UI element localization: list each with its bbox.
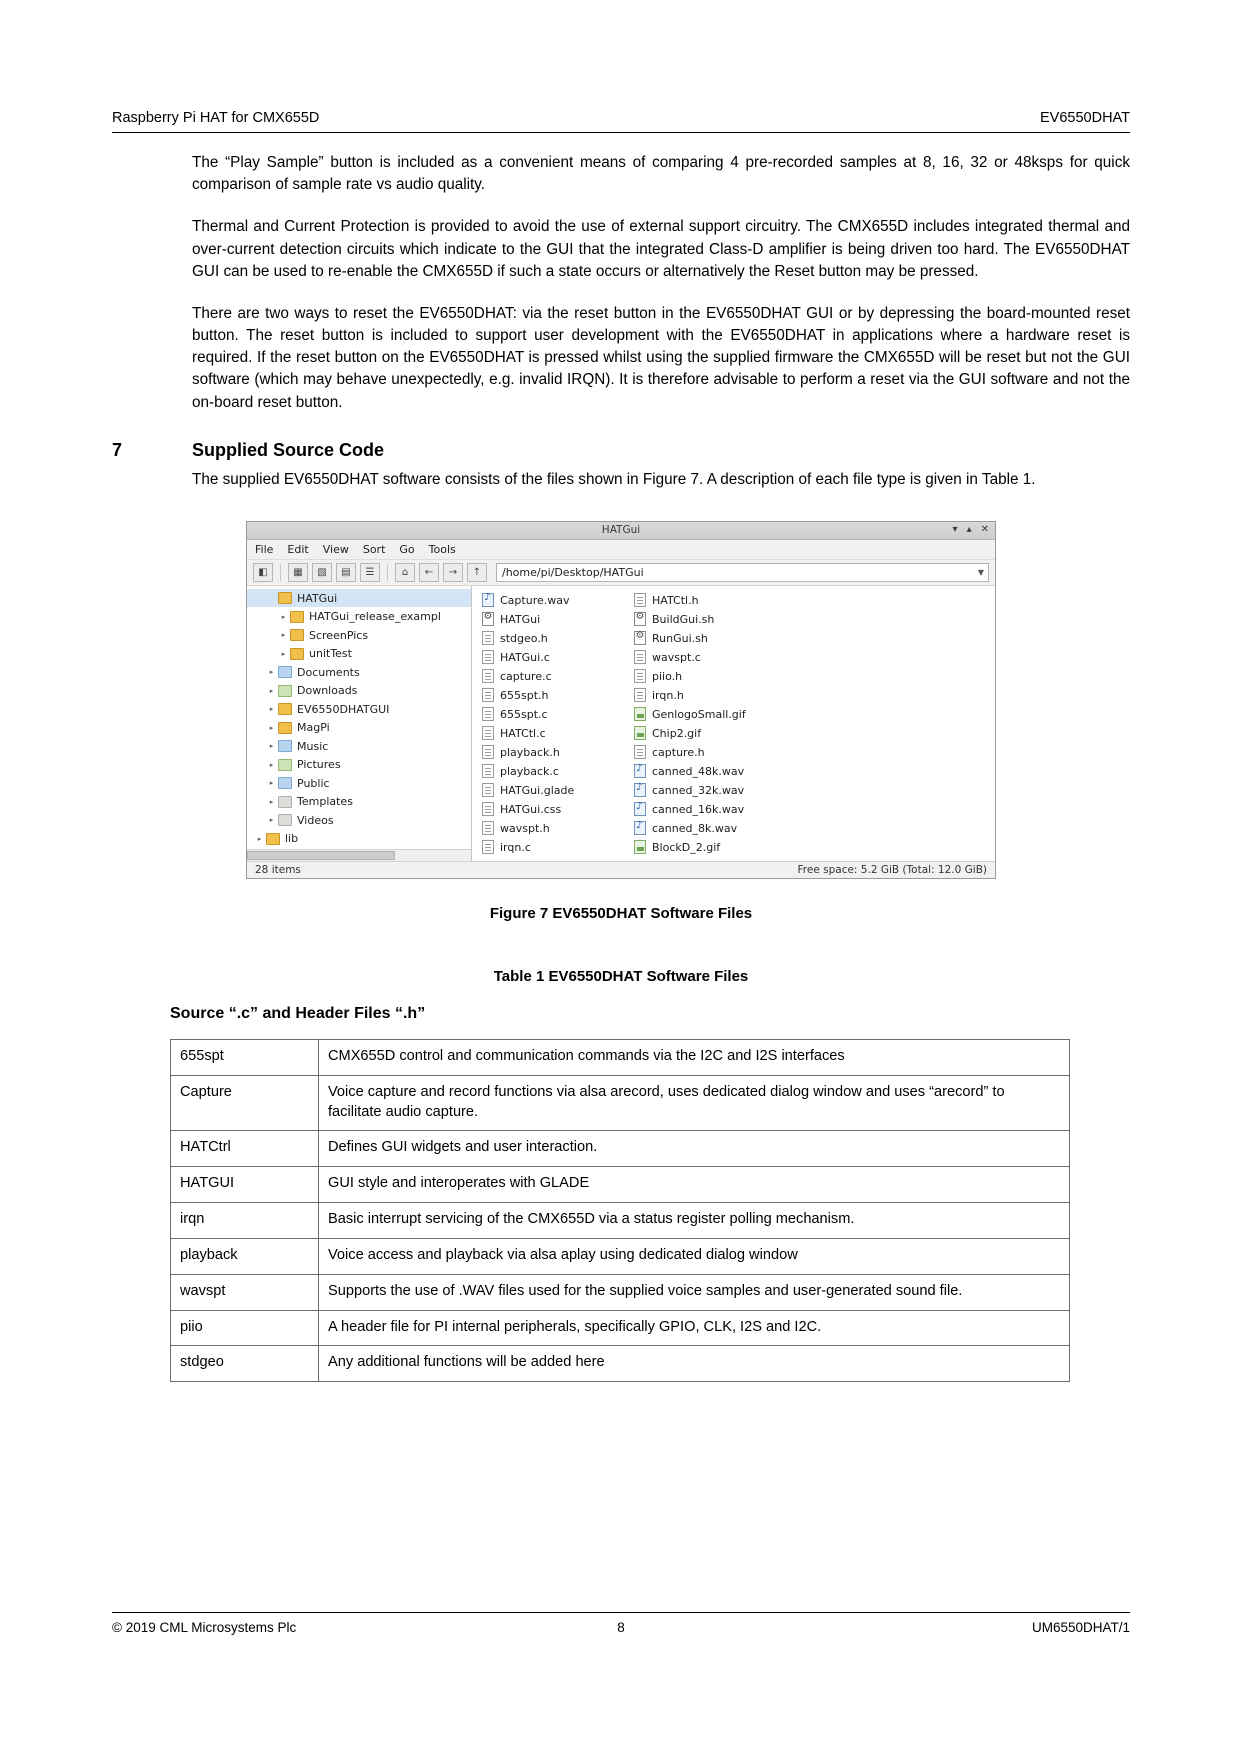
page-header (112, 110, 1130, 133)
file-manager-body (247, 586, 995, 861)
folder-icon (290, 629, 304, 641)
folder-icon (278, 592, 292, 604)
up-icon[interactable]: ↑ (467, 563, 487, 582)
text-file-icon (482, 650, 494, 664)
file-name: HATGui (500, 612, 541, 626)
folder-icon (278, 722, 292, 734)
file-name: GenlogoSmall.gif (652, 707, 746, 721)
music-folder-icon (278, 740, 292, 752)
path-input[interactable] (496, 563, 989, 582)
status-item-count: 28 items (255, 863, 301, 876)
text-file-icon (482, 840, 494, 854)
file-item[interactable] (482, 667, 634, 686)
text-file-icon (482, 764, 494, 778)
pictures-folder-icon (278, 759, 292, 771)
folder-icon (266, 833, 280, 845)
file-item[interactable] (634, 705, 786, 724)
chevron-icon[interactable]: ▸ (281, 649, 286, 658)
text-file-icon (634, 650, 646, 664)
shell-script-icon (634, 631, 646, 645)
file-name: canned_48k.wav (652, 764, 745, 778)
file-item[interactable] (634, 686, 786, 705)
tree-item[interactable] (247, 755, 471, 774)
home-icon[interactable]: ⌂ (395, 563, 415, 582)
text-file-icon (634, 688, 646, 702)
file-name: Capture.wav (500, 593, 570, 607)
table-row (171, 1203, 1070, 1239)
tree-horizontal-scrollbar[interactable] (247, 849, 471, 861)
paragraph-3: There are two ways to reset the EV6550DHAT: via the reset button in the EV6550DHAT GUI or by depressing the board-mounted reset button. The reset button is included to support user development with the EV6550DHAT in applications where a hardware reset is required. If the reset button on the EV6550DHAT is pressed whilst using the supplied firmware the CMX655D will be reset but not the GUI software (which may behave unexpectedly, e.g. invalid IRQN). It is therefore advisable to perform a reset via the GUI software and not the on-board reset button. (192, 304, 1130, 411)
text-file-icon (482, 783, 494, 797)
tree-item-label: Public (297, 776, 330, 790)
file-name: 655spt.h (500, 688, 549, 702)
figure-7 (112, 521, 1130, 879)
file-item[interactable] (634, 648, 786, 667)
executable-file-icon (482, 612, 494, 626)
tree-item-label: Music (297, 739, 329, 753)
table-cell-desc: CMX655D control and communication commands via the I2C and I2S interfaces (319, 1039, 1070, 1075)
file-item[interactable] (634, 838, 786, 857)
header-right-text: EV6550DHAT (1040, 110, 1130, 126)
table-row (171, 1131, 1070, 1167)
tree-item[interactable] (247, 774, 471, 793)
file-manager-window (246, 521, 996, 879)
file-name: HATCtl.h (652, 593, 699, 607)
file-item[interactable] (482, 838, 634, 857)
file-name: HATCtl.c (500, 726, 546, 740)
file-name: 655spt.c (500, 707, 548, 721)
tree-item-label: Documents (297, 665, 360, 679)
table-cell-desc: Supports the use of .WAV files used for the supplied voice samples and user-generated sound file. (319, 1274, 1070, 1310)
minimize-icon[interactable]: ▾ (952, 523, 958, 535)
menu-bar (247, 540, 995, 560)
tree-item-label: Videos (297, 813, 334, 827)
table-cell-key: HATCtrl (171, 1131, 319, 1167)
documents-folder-icon (278, 666, 292, 678)
figure-caption: Figure 7 EV6550DHAT Software Files (489, 904, 753, 922)
table-cell-key: wavspt (171, 1274, 319, 1310)
table-cell-key: playback (171, 1238, 319, 1274)
close-icon[interactable]: ✕ (980, 523, 989, 535)
file-item[interactable] (482, 610, 634, 629)
table-row (171, 1039, 1070, 1075)
text-file-icon (482, 669, 494, 683)
path-text: /home/pi/Desktop/HATGui (502, 565, 644, 579)
file-item[interactable] (634, 819, 786, 838)
image-file-icon (634, 840, 646, 854)
videos-folder-icon (278, 814, 292, 826)
shell-script-icon (634, 612, 646, 626)
image-file-icon (634, 726, 646, 740)
file-name: BlockD_2.gif (652, 840, 721, 854)
page-number: 8 (617, 1620, 625, 1635)
chevron-icon[interactable]: ▸ (257, 834, 262, 843)
chevron-icon[interactable]: ▸ (269, 668, 274, 677)
menu-item-go[interactable]: Go (399, 542, 415, 556)
status-bar (247, 861, 995, 878)
table-cell-desc: GUI style and interoperates with GLADE (319, 1167, 1070, 1203)
file-item[interactable] (634, 724, 786, 743)
text-file-icon (482, 707, 494, 721)
section-intro-paragraph: The supplied EV6550DHAT software consists of the files shown in Figure 7. A description of each file type is given in Table 1. (192, 470, 1036, 488)
file-name: wavspt.c (652, 650, 701, 664)
scrollbar-thumb[interactable] (247, 851, 395, 860)
file-name: HATGui.css (500, 802, 562, 816)
chevron-icon[interactable]: ▸ (269, 779, 274, 788)
file-item[interactable] (482, 591, 634, 610)
file-name: HATGui.c (500, 650, 550, 664)
tree-item[interactable] (247, 626, 471, 645)
chevron-icon[interactable]: ▸ (269, 723, 274, 732)
view-compact-icon[interactable]: ▤ (336, 563, 356, 582)
page-footer (112, 1612, 1130, 1635)
table-row (171, 1346, 1070, 1382)
tree-item[interactable] (247, 811, 471, 830)
maximize-icon[interactable]: ▴ (966, 523, 972, 535)
table-row (171, 1238, 1070, 1274)
table-cell-key: stdgeo (171, 1346, 319, 1382)
audio-file-icon (634, 783, 646, 797)
view-detail-icon[interactable]: ☰ (360, 563, 380, 582)
chevron-icon[interactable]: ▸ (269, 797, 274, 806)
table-cell-desc: Voice capture and record functions via alsa arecord, uses dedicated dialog window and uses “arecord” to facilitate audio capture. (319, 1075, 1070, 1131)
tree-item-label: MagPi (297, 721, 330, 735)
paragraph-2: Thermal and Current Protection is provided to avoid the use of external support circuitry. The CMX655D includes integrated thermal and over-current detection circuits which indicate to the GUI that the integrated Class-D amplifier is being driven too hard. The EV6550DHAT GUI can be used to re-enable the CMX655D if such a state occurs or alternatively the Reset button may be pressed. (192, 218, 1130, 280)
tree-item[interactable] (247, 644, 471, 663)
audio-file-icon (634, 821, 646, 835)
tree-item[interactable] (247, 829, 471, 848)
file-name: BuildGui.sh (652, 612, 715, 626)
table-caption: Table 1 EV6550DHAT Software Files (493, 967, 749, 985)
chevron-icon[interactable]: ▸ (281, 612, 286, 621)
file-name: capture.h (652, 745, 705, 759)
menu-item-edit[interactable]: Edit (287, 542, 309, 556)
tree-item[interactable] (247, 607, 471, 626)
templates-folder-icon (278, 796, 292, 808)
audio-file-icon (634, 802, 646, 816)
menu-item-sort[interactable]: Sort (362, 542, 386, 556)
table-cell-desc: Voice access and playback via alsa aplay using dedicated dialog window (319, 1238, 1070, 1274)
tree-item[interactable] (247, 737, 471, 756)
table-cell-desc: Basic interrupt servicing of the CMX655D via a status register polling mechanism. (319, 1203, 1070, 1239)
software-files-table (170, 1039, 1070, 1382)
table-cell-key: irqn (171, 1203, 319, 1239)
menu-item-view[interactable]: View (322, 542, 349, 556)
table-cell-desc: Defines GUI widgets and user interaction. (319, 1131, 1070, 1167)
text-file-icon (634, 745, 646, 759)
file-item[interactable] (482, 743, 634, 762)
file-item[interactable] (482, 648, 634, 667)
file-name: canned_32k.wav (652, 783, 745, 797)
tree-item[interactable] (247, 663, 471, 682)
table-cell-key: piio (171, 1310, 319, 1346)
text-file-icon (482, 688, 494, 702)
tree-item[interactable] (247, 792, 471, 811)
tree-item[interactable] (247, 681, 471, 700)
file-name: canned_8k.wav (652, 821, 738, 835)
file-name: piio.h (652, 669, 683, 683)
footer-doc-id: UM6550DHAT/1 (1031, 1620, 1130, 1635)
text-file-icon (634, 669, 646, 683)
view-thumbnails-icon[interactable]: ▧ (312, 563, 332, 582)
tree-item[interactable] (247, 589, 471, 608)
file-name: wavspt.h (500, 821, 550, 835)
text-file-icon (482, 745, 494, 759)
table-row (171, 1075, 1070, 1131)
file-item[interactable] (634, 781, 786, 800)
table-cell-desc: A header file for PI internal peripherals, specifically GPIO, CLK, I2S and I2C. (319, 1310, 1070, 1346)
file-item[interactable] (634, 762, 786, 781)
toolbar (247, 560, 995, 586)
file-name: playback.h (500, 745, 560, 759)
table-subheading: Source “.c” and Header Files “.h” (170, 1004, 426, 1022)
folder-tree (247, 586, 472, 861)
view-icons-icon[interactable]: ▦ (288, 563, 308, 582)
tree-item-label: HATGui_release_exampl (309, 610, 441, 624)
folder-icon (278, 703, 292, 715)
file-item[interactable] (634, 667, 786, 686)
chevron-icon[interactable]: ▸ (269, 705, 274, 714)
header-left-text: Raspberry Pi HAT for CMX655D (112, 110, 320, 126)
chevron-icon[interactable]: ▸ (281, 631, 286, 640)
table-cell-key: Capture (171, 1075, 319, 1131)
table-cell-desc: Any additional functions will be added here (319, 1346, 1070, 1382)
tree-item-label: unitTest (309, 647, 352, 661)
page-content (112, 152, 1130, 1382)
table-cell-key: HATGUI (171, 1167, 319, 1203)
toolbar-separator (280, 564, 281, 581)
paragraph-1: The “Play Sample” button is included as a convenient means of comparing 4 pre-recorded samples at 8, 16, 32 or 48ksps for quick comparison of sample rate vs audio quality. (192, 154, 1130, 194)
tree-item-label: HATGui (297, 591, 338, 605)
back-icon[interactable]: ← (419, 563, 439, 582)
file-name: irqn.c (500, 840, 531, 854)
public-folder-icon (278, 777, 292, 789)
tree-item-label: lib (285, 832, 299, 846)
file-item[interactable] (482, 819, 634, 838)
file-item[interactable] (482, 781, 634, 800)
file-name: Chip2.gif (652, 726, 702, 740)
file-name: capture.c (500, 669, 552, 683)
file-item[interactable] (634, 743, 786, 762)
file-item[interactable] (634, 591, 786, 610)
window-titlebar (247, 522, 995, 540)
text-file-icon (482, 821, 494, 835)
file-name: HATGui.glade (500, 783, 575, 797)
file-item[interactable] (634, 610, 786, 629)
status-free-space: Free space: 5.2 GiB (Total: 12.0 GiB) (797, 863, 987, 876)
new-tab-icon[interactable]: ◧ (253, 563, 273, 582)
menu-item-file[interactable]: File (255, 542, 274, 556)
table-row (171, 1167, 1070, 1203)
text-file-icon (482, 802, 494, 816)
forward-icon[interactable]: → (443, 563, 463, 582)
file-name: RunGui.sh (652, 631, 708, 645)
tree-item-label: EV6550DHATGUI (297, 702, 390, 716)
text-file-icon (634, 593, 646, 607)
footer-copyright: © 2019 CML Microsystems Plc (112, 1620, 297, 1635)
file-item[interactable] (482, 629, 634, 648)
file-name: irqn.h (652, 688, 684, 702)
file-item[interactable] (482, 705, 634, 724)
file-name: playback.c (500, 764, 559, 778)
table-row (171, 1274, 1070, 1310)
audio-file-icon (634, 764, 646, 778)
tree-item[interactable] (247, 700, 471, 719)
file-item[interactable] (482, 686, 634, 705)
file-name: stdgeo.h (500, 631, 548, 645)
section-number: 7 (112, 439, 123, 460)
table-cell-key: 655spt (171, 1039, 319, 1075)
chevron-icon[interactable]: ▸ (269, 816, 274, 825)
chevron-down-icon[interactable]: ▼ (977, 567, 984, 577)
file-item[interactable] (634, 629, 786, 648)
file-list (472, 586, 995, 861)
chevron-icon[interactable]: ▸ (269, 742, 274, 751)
audio-file-icon (482, 593, 494, 607)
file-item[interactable] (482, 800, 634, 819)
tree-item-label: Pictures (297, 758, 341, 772)
file-item[interactable] (482, 762, 634, 781)
menu-item-tools[interactable]: Tools (428, 542, 456, 556)
tree-item-label: Downloads (297, 684, 358, 698)
tree-item-label: ScreenPics (309, 628, 369, 642)
downloads-folder-icon (278, 685, 292, 697)
chevron-icon[interactable]: ▸ (269, 686, 274, 695)
chevron-icon[interactable]: ▸ (269, 760, 274, 769)
text-file-icon (482, 631, 494, 645)
folder-icon (290, 648, 304, 660)
text-file-icon (482, 726, 494, 740)
image-file-icon (634, 707, 646, 721)
window-title: HATGui (601, 524, 641, 537)
file-item[interactable] (634, 800, 786, 819)
file-name: canned_16k.wav (652, 802, 745, 816)
section-heading (112, 440, 1130, 461)
folder-icon (290, 611, 304, 623)
toolbar-separator-2 (387, 564, 388, 581)
file-item[interactable] (482, 724, 634, 743)
tree-item-label: Templates (297, 795, 353, 809)
tree-item[interactable] (247, 718, 471, 737)
window-buttons (953, 524, 989, 535)
section-title: Supplied Source Code (192, 439, 385, 460)
table-row (171, 1310, 1070, 1346)
